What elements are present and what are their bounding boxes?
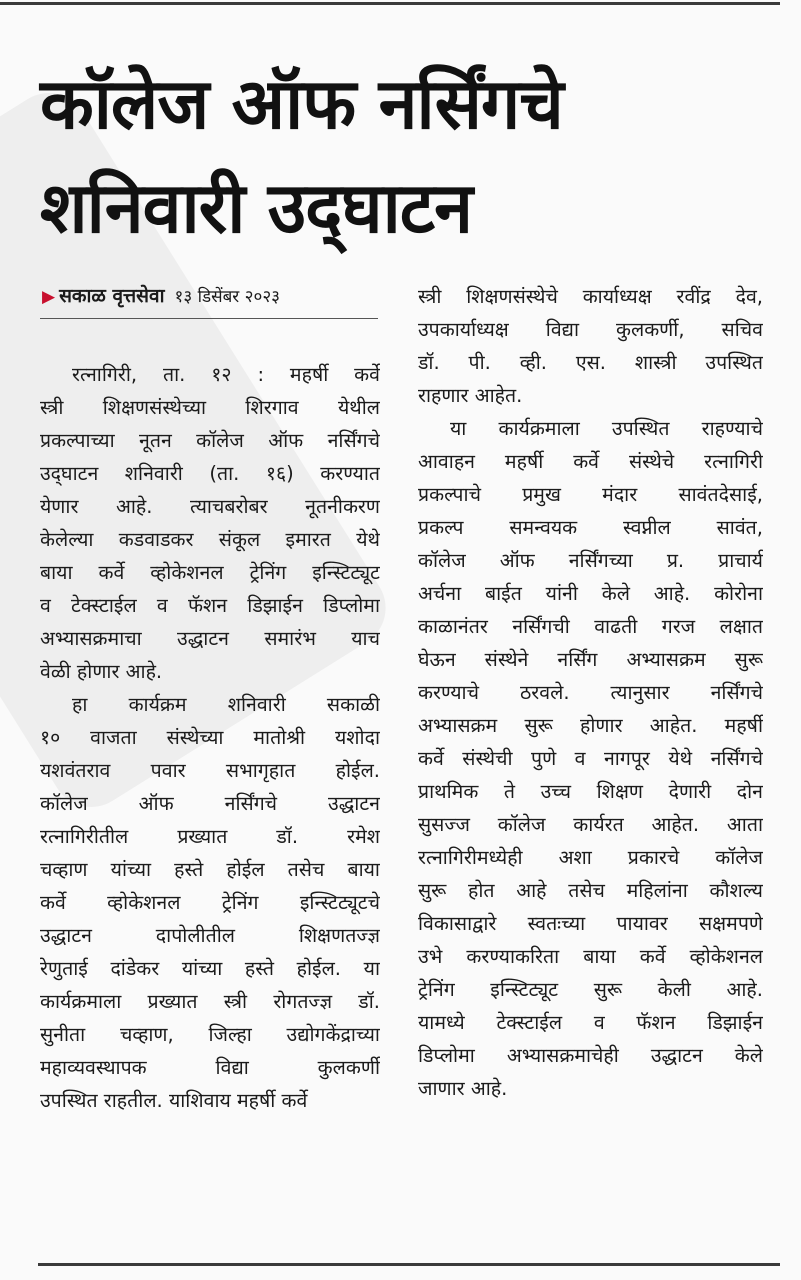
article-line: अभ्यासक्रमाचा उद्धाटन समारंभ याच <box>40 627 380 650</box>
article-line: राहणार आहेत. <box>418 384 523 407</box>
headline-line-2: शनिवारी उद्‌घाटन <box>40 167 472 249</box>
article-line: प्रकल्प समन्वयक स्वप्नील सावंत, <box>418 516 763 539</box>
article-line: सुसज्ज कॉलेज कार्यरत आहेत. आता <box>418 813 763 836</box>
article-line: उद्‍घाटन शनिवारी (ता. १६) करण्यात <box>40 462 380 485</box>
article-line: चव्हाण यांच्या हस्ते होईल तसेच बाया <box>40 858 380 881</box>
article-line: सुनीता चव्हाण, जिल्हा उद्योगकेंद्राच्या <box>40 1023 380 1046</box>
article-line: कॉलेज ऑफ नर्सिंगचे उद्धाटन <box>40 792 380 815</box>
article-line: या कार्यक्रमाला उपस्थित राहण्याचे <box>450 417 763 440</box>
article-line: काळानंतर नर्सिंगची वाढती गरज लक्षात <box>418 615 763 638</box>
article-line: वेळी होणार आहे. <box>40 660 163 683</box>
article-line: बाया कर्वे व्होकेशनल ट्रेनिंग इन्स्टिट्यूट <box>40 561 380 584</box>
article-line: घेऊन संस्थेने नर्सिंग अभ्यासक्रम सुरू <box>418 648 763 671</box>
article-line: येणार आहे. त्याचबरोबर नूतनीकरण <box>40 495 380 518</box>
article-line: महाव्यवस्थापक विद्या कुलकर्णी <box>40 1056 380 1079</box>
article-line: अभ्यासक्रम सुरू होणार आहेत. महर्षी <box>418 714 763 737</box>
article-line: रेणुताई दांडेकर यांच्या हस्ते होईल. या <box>40 957 380 980</box>
triangle-marker-icon: ▶ <box>42 287 56 307</box>
article-line: प्राथमिक ते उच्च शिक्षण देणारी दोन <box>418 780 763 803</box>
article-line: कॉलेज ऑफ नर्सिंगच्या प्र. प्राचार्य <box>418 549 763 572</box>
article-line: रत्नागिरी, ता. १२ : महर्षी कर्वे <box>72 363 380 386</box>
article-line: स्त्री शिक्षणसंस्थेचे कार्याध्यक्ष रवींद्र देव, <box>418 285 763 308</box>
article-line: यामध्ये टेक्स्टाईल व फॅशन डिझाईन <box>418 1011 763 1034</box>
bottom-rule <box>38 1263 780 1266</box>
byline-rule <box>40 318 378 319</box>
article-line: ट्रेनिंग इन्स्टिट्यूट सुरू केली आहे. <box>418 978 763 1001</box>
article-column-right <box>418 280 763 1105</box>
article-line: उभे करण्याकरिता बाया कर्वे व्होकेशनल <box>418 945 763 968</box>
article-line: उपकार्याध्यक्ष विद्या कुलकर्णी, सचिव <box>418 318 763 341</box>
article-line: जाणार आहे. <box>418 1077 508 1100</box>
article-line: आवाहन महर्षी कर्वे संस्थेचे रत्नागिरी <box>418 450 763 473</box>
article-line: करण्याचे ठरवले. त्यानुसार नर्सिंगचे <box>418 681 763 704</box>
article-line: अर्चना बाईत यांनी केले आहे. कोरोना <box>418 582 763 605</box>
article-line: विकासाद्वारे स्वतःच्या पायावर सक्षमपणे <box>418 912 763 935</box>
article-line: १० वाजता संस्थेच्या मातोश्री यशोदा <box>40 726 380 749</box>
headline-line-1: कॉलेज ऑफ नर्सिंगचे <box>40 63 563 145</box>
article-line: यशवंतराव पवार सभागृहात होईल. <box>40 759 380 782</box>
article-line: व टेक्स्टाईल व फॅशन डिझाईन डिप्लोमा <box>40 594 380 617</box>
article-line: कर्वे व्होकेशनल ट्रेनिंग इन्स्टिट्यूटचे <box>40 891 380 914</box>
article-line: सुरू होत आहे तसेच महिलांना कौशल्य <box>418 879 763 902</box>
article-line: कार्यक्रमाला प्रख्यात स्त्री रोगतज्ज्ञ डॉ. <box>40 990 380 1013</box>
article-line: रत्नागिरीतील प्रख्यात डॉ. रमेश <box>40 825 380 848</box>
article-line: डॉ. पी. व्ही. एस. शास्त्री उपस्थित <box>418 351 763 374</box>
article-line: कर्वे संस्थेची पुणे व नागपूर येथे नर्सिंगचे <box>418 747 763 770</box>
article-line: स्त्री शिक्षणसंस्थेच्या शिरगाव येथील <box>40 396 380 419</box>
article-line: उपस्थित राहतील. याशिवाय महर्षी कर्वे <box>40 1089 308 1112</box>
article-line: केलेल्या कडवाडकर संकूल इमारत येथे <box>40 528 380 551</box>
article-line: प्रकल्पाचे प्रमुख मंदार सावंतदेसाई, <box>418 483 763 506</box>
byline <box>42 282 382 308</box>
article-line: उद्धाटन दापोलीतील शिक्षणतज्ज्ञ <box>40 924 380 947</box>
article-line: हा कार्यक्रम शनिवारी सकाळी <box>72 693 380 716</box>
byline-date: १३ डिसेंबर २०२३ <box>174 287 281 307</box>
top-rule <box>0 2 780 5</box>
article-line: प्रकल्पाच्या नूतन कॉलेज ऑफ नर्सिंगचे <box>40 429 380 452</box>
headline <box>40 52 780 260</box>
article-column-left <box>40 358 380 1117</box>
article-line: रत्नागिरीमध्येही अशा प्रकारचे कॉलेज <box>418 846 763 869</box>
byline-source: सकाळ वृत्तसेवा <box>59 285 165 307</box>
article-line: डिप्लोमा अभ्यासक्रमाचेही उद्धाटन केले <box>418 1044 763 1067</box>
